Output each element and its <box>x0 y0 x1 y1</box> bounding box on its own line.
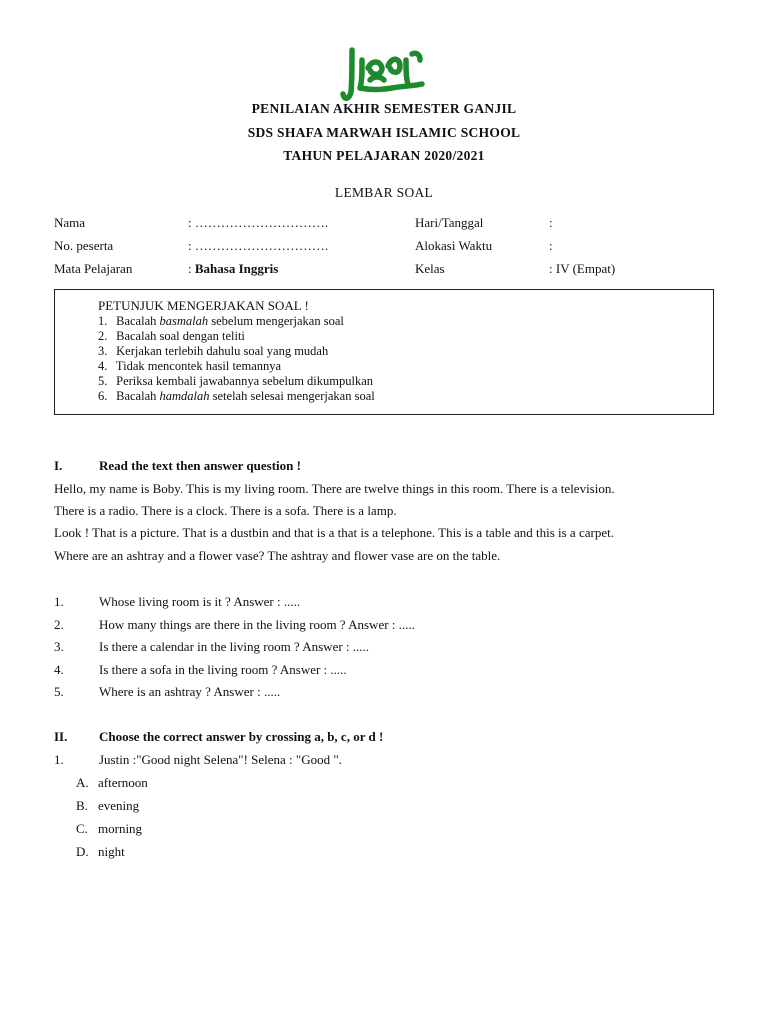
answer-option-b[interactable] <box>76 798 139 814</box>
question-text: Justin :"Good night Selena"! Selena : "Good ". <box>99 752 342 767</box>
instruction-text: Periksa kembali jawabannya sebelum dikumpulkan <box>116 374 374 388</box>
identity-row-nama <box>0 215 768 233</box>
school-logo-icon <box>340 46 426 104</box>
option-text: evening <box>98 798 140 813</box>
question-number: 4. <box>54 662 64 677</box>
kelas-label: Kelas <box>415 261 445 276</box>
alokasi-waktu-field: : <box>549 238 553 253</box>
reading-text-line: Look ! That is a picture. That is a dustbin and that is a that is a telephone. This is a table and this is a carpet. <box>54 525 614 540</box>
essay-question <box>54 617 415 633</box>
instruction-item <box>98 314 375 329</box>
question-text: Where is an ashtray ? Answer : ..... <box>99 684 281 699</box>
exam-title: PENILAIAN AKHIR SEMESTER GANJIL <box>251 101 517 116</box>
instruction-text-end: sebelum mengerjakan soal <box>208 314 344 328</box>
answer-option-a[interactable] <box>76 775 148 791</box>
instruction-number: 3. <box>98 344 108 358</box>
instruction-item <box>98 374 375 389</box>
answer-option-d[interactable] <box>76 844 125 860</box>
instruction-text: Tidak mencontek hasil temannya <box>115 359 282 373</box>
instruction-text: Bacalah <box>116 389 160 403</box>
mata-pelajaran-label: Mata Pelajaran <box>54 261 133 276</box>
question-number: 2. <box>54 617 64 632</box>
option-letter: B. <box>76 798 88 813</box>
section-2-heading <box>54 729 383 745</box>
question-text: Is there a sofa in the living room ? Answer : ..... <box>99 662 347 677</box>
instruction-emphasis: basmalah <box>159 314 209 328</box>
instruction-emphasis: hamdalah <box>159 389 210 403</box>
instruction-number: 4. <box>98 359 108 373</box>
mata-pelajaran-colon: : <box>188 261 192 276</box>
nama-label: Nama <box>54 215 86 230</box>
essay-question <box>54 684 280 700</box>
no-peserta-label: No. peserta <box>54 238 114 253</box>
instruction-text: Bacalah <box>116 314 160 328</box>
reading-text-line: There is a radio. There is a clock. There is a sofa. There is a lamp. <box>54 503 397 518</box>
question-text: Whose living room is it ? Answer : ..... <box>99 594 301 609</box>
hari-tanggal-field: : <box>549 215 553 230</box>
mata-pelajaran-value: Bahasa Inggris <box>194 261 279 276</box>
instruction-item <box>98 329 375 344</box>
nama-field: : …………………………. <box>188 215 329 230</box>
no-peserta-field: : …………………………. <box>188 238 329 253</box>
question-number: 3. <box>54 639 64 654</box>
option-letter: C. <box>76 821 88 836</box>
option-text: night <box>98 844 125 859</box>
hari-tanggal-label: Hari/Tanggal <box>415 215 484 230</box>
instruction-number: 2. <box>98 329 108 343</box>
essay-question <box>54 639 369 655</box>
question-number: 1. <box>54 752 64 767</box>
instruction-item <box>98 389 375 404</box>
instruction-item <box>98 359 375 374</box>
sheet-title: LEMBAR SOAL <box>334 185 434 200</box>
instruction-item <box>98 344 375 359</box>
option-letter: D. <box>76 844 89 859</box>
section-1-title: Read the text then answer question ! <box>99 458 301 473</box>
section-2-title: Choose the correct answer by crossing a, b, c, or d ! <box>99 729 384 744</box>
question-text: How many things are there in the living room ? Answer : ..... <box>99 617 415 632</box>
answer-option-c[interactable] <box>76 821 142 837</box>
essay-question <box>54 594 300 610</box>
identity-row-mapel <box>0 261 768 279</box>
option-text: afternoon <box>98 775 148 790</box>
instruction-number: 1. <box>98 314 108 328</box>
identity-row-peserta <box>0 238 768 256</box>
instruction-text: Bacalah soal dengan teliti <box>116 329 245 343</box>
question-number: 1. <box>54 594 64 609</box>
reading-text-line: Where are an ashtray and a flower vase? The ashtray and flower vase are on the table. <box>54 548 501 563</box>
instruction-number: 6. <box>98 389 108 403</box>
alokasi-waktu-label: Alokasi Waktu <box>415 238 493 253</box>
school-name: SDS SHAFA MARWAH ISLAMIC SCHOOL <box>247 125 521 140</box>
instructions-title: PETUNJUK MENGERJAKAN SOAL ! <box>98 298 309 313</box>
mata-pelajaran-field <box>188 261 278 277</box>
question-text: Is there a calendar in the living room ? Answer : ..... <box>99 639 370 654</box>
section-1-heading <box>54 458 301 474</box>
academic-year: TAHUN PELAJARAN 2020/2021 <box>283 148 485 163</box>
multiple-choice-question <box>54 752 342 768</box>
section-2-number: II. <box>54 729 68 744</box>
instruction-text: Kerjakan terlebih dahulu soal yang mudah <box>116 344 329 358</box>
option-letter: A. <box>76 775 89 790</box>
kelas-field: : IV (Empat) <box>549 261 616 276</box>
instruction-number: 5. <box>98 374 108 388</box>
instruction-text-end: setelah selesai mengerjakan soal <box>209 389 375 403</box>
calligraphy-logo-svg <box>340 46 426 104</box>
instructions-box <box>54 289 714 415</box>
essay-question <box>54 662 347 678</box>
reading-text-line: Hello, my name is Boby. This is my living room. There are twelve things in this room. There is a television. <box>54 481 615 496</box>
option-text: morning <box>98 821 143 836</box>
question-number: 5. <box>54 684 64 699</box>
instructions-list <box>98 314 375 404</box>
section-1-number: I. <box>54 458 63 473</box>
